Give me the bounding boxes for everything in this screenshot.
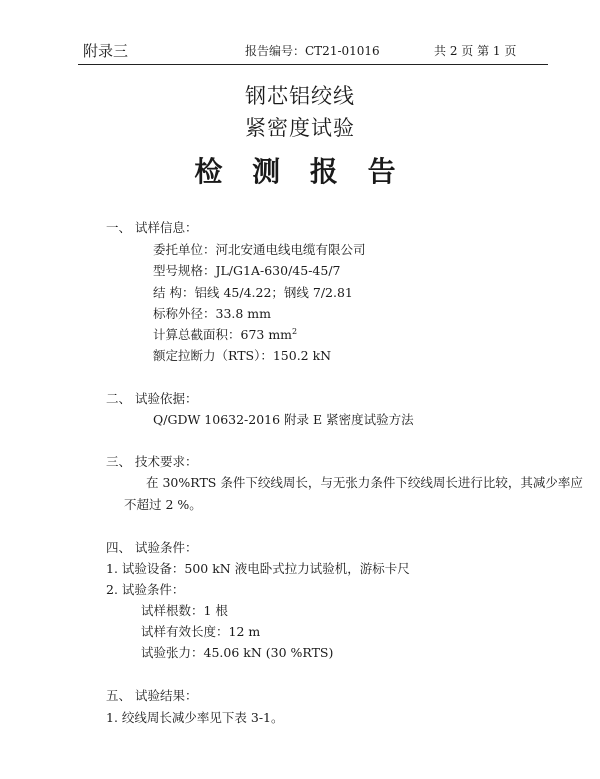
header-divider	[78, 64, 548, 65]
section-2-heading: 二、 试验依据：	[106, 391, 198, 406]
report-number: 报告编号：CT21-01016	[245, 44, 380, 58]
equipment-line: 1. 试验设备：500 kN 液电卧式拉力试验机，游标卡尺	[106, 561, 410, 576]
title-line-1: 钢芯铝绞线	[245, 84, 355, 108]
result-line-1: 1. 绞线周长减少率见下表 3-1。	[106, 710, 284, 725]
page-counter: 共 2 页 第 1 页	[434, 44, 517, 58]
area-superscript: 2	[292, 326, 298, 336]
model-line: 型号规格：JL/G1A-630/45-45/7	[153, 263, 341, 278]
title-line-3: 检 测 报 告	[194, 155, 406, 188]
tension-line: 试验张力：45.06 kN (30 %RTS)	[141, 645, 334, 660]
appendix-label: 附录三	[83, 42, 129, 60]
page-header	[0, 36, 600, 62]
diameter-line: 标称外径：33.8 mm	[153, 306, 272, 321]
section-3-heading: 三、 技术要求：	[106, 454, 198, 469]
rts-line: 额定拉断力（RTS）：150.2 kN	[153, 348, 332, 363]
title-line-2: 紧密度试验	[245, 116, 355, 140]
area-line	[153, 325, 297, 343]
requirement-line-2: 不超过 2 %。	[124, 497, 202, 512]
requirement-line-1: 在 30%RTS 条件下绞线周长，与无张力条件下绞线周长进行比较，其减少率应	[146, 475, 583, 490]
structure-line: 结 构：铝线 45/4.22；钢线 7/2.81	[153, 285, 353, 300]
section-1-heading: 一、 试样信息：	[106, 220, 198, 235]
sample-count-line: 试样根数：1 根	[141, 603, 228, 618]
conditions-line: 2. 试验条件：	[106, 582, 185, 597]
standard-line: Q/GDW 10632-2016 附录 E 紧密度试验方法	[153, 412, 414, 427]
section-4-heading: 四、 试验条件：	[106, 540, 198, 555]
client-line: 委托单位：河北安通电线电缆有限公司	[153, 242, 366, 257]
section-5-heading: 五、 试验结果：	[106, 688, 198, 703]
area-text: 计算总截面积：673 mm	[153, 327, 293, 342]
sample-length-line: 试样有效长度：12 m	[141, 624, 261, 639]
